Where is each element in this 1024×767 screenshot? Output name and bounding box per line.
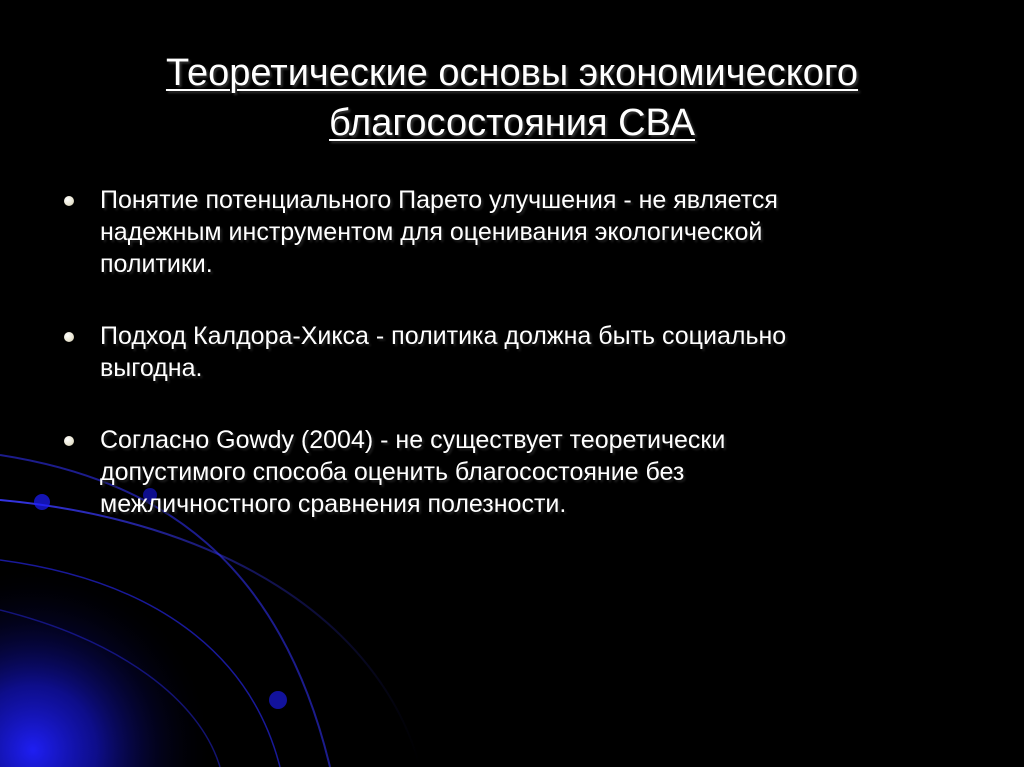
bullet-line: Согласно Gowdy (2004) - не существует теоретически xyxy=(100,426,726,454)
bullet-item xyxy=(60,320,920,384)
bullet-dot-icon xyxy=(64,436,74,446)
bullet-item xyxy=(60,184,920,280)
title-line-1: Теоретические основы экономического xyxy=(165,52,859,94)
slide-title xyxy=(0,48,1024,148)
bullet-item xyxy=(60,424,920,520)
bullet-line: надежным инструментом для оценивания экологической xyxy=(100,218,763,246)
bullet-line: межличностного сравнения полезности. xyxy=(100,490,567,518)
decor-dot xyxy=(34,494,50,510)
bullet-dot-icon xyxy=(64,196,74,206)
bullet-line: Понятие потенциального Парето улучшения - не является xyxy=(100,186,778,214)
bullet-line: выгодна. xyxy=(100,354,203,382)
title-line-2: благосостояния СВА xyxy=(329,102,695,144)
decor-dot xyxy=(269,691,287,709)
bullet-dot-icon xyxy=(64,332,74,342)
bullet-line: политики. xyxy=(100,250,213,278)
bullet-line: Подход Калдора-Хикса - политика должна быть социально xyxy=(100,322,787,350)
bullet-list xyxy=(60,184,920,560)
bullet-line: допустимого способа оценить благосостояние без xyxy=(100,458,685,486)
